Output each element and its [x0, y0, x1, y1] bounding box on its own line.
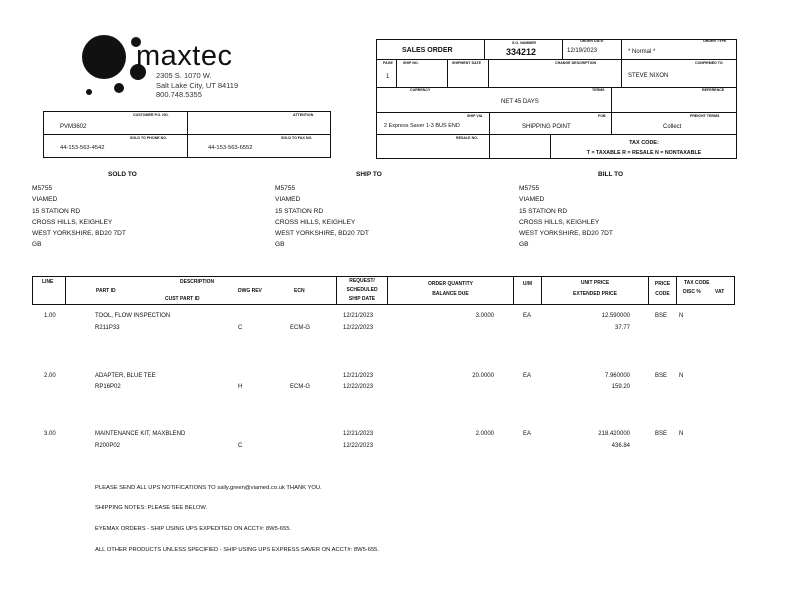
line-ext-price: 159.20: [611, 384, 630, 390]
line-request-date: 12/21/2023: [343, 431, 374, 437]
line-sched-date: 12/22/2023: [343, 384, 374, 390]
address-line: VIAMED: [519, 196, 545, 204]
page-number: 1: [386, 74, 390, 80]
ship-no-label: SHIP NO.: [403, 61, 419, 65]
company-phone: 800.748.5355: [156, 90, 202, 99]
sold-to-title: SOLD TO: [108, 171, 137, 178]
line-um: EA: [523, 373, 532, 379]
line-tax: N: [679, 313, 684, 319]
so-number-label: S.O. NUMBER: [512, 41, 536, 45]
ship-to-title: SHIP TO: [356, 171, 382, 178]
address-line: CROSS HILLS, KEIGHLEY: [32, 218, 113, 226]
line-um: EA: [523, 431, 532, 437]
sold-phone: 44-153-563-4542: [60, 145, 105, 151]
company-city: Salt Lake City, UT 84119: [156, 81, 239, 90]
ship-date-label: SHIPMENT DATE: [452, 61, 482, 65]
line-price-code: BSE: [655, 431, 668, 437]
line-number: 2.00: [44, 373, 56, 379]
ship-to-address: [275, 183, 369, 251]
ship-via: 2 Express Saver 1-3 BUS END: [384, 123, 460, 129]
address-line: VIAMED: [275, 196, 301, 204]
address-line: 15 STATION RD: [32, 207, 81, 215]
bill-to-title: BILL TO: [598, 171, 624, 178]
line-dwg-rev: H: [238, 384, 243, 390]
line-sched-date: 12/22/2023: [343, 443, 374, 449]
line-tax: N: [679, 373, 684, 379]
address-line: 15 STATION RD: [275, 207, 324, 215]
freight-terms: Collect: [663, 124, 682, 130]
line-um: EA: [523, 313, 532, 319]
change-desc-label: CHANGE DESCRIPTION: [555, 61, 597, 65]
col-um: U/M: [522, 281, 533, 287]
address-line: CROSS HILLS, KEIGHLEY: [275, 218, 356, 226]
reference-label: REFERENCE: [702, 88, 725, 92]
order-date-label: ORDER DATE: [580, 39, 604, 43]
col-part-id: PART ID: [96, 288, 116, 294]
sold-phone-label: SOLD TO PHONE NO.: [130, 136, 168, 140]
note-line: PLEASE SEND ALL UPS NOTIFICATIONS TO sally.green@viamed.co.uk THANK YOU.: [95, 485, 322, 491]
confirmed-to: STEVE NIXON: [628, 73, 669, 79]
line-unit-price: 7.960000: [604, 373, 630, 379]
order-type: * Normal *: [628, 49, 656, 55]
line-dwg-rev: C: [238, 325, 243, 331]
line-part-id: RP16P02: [95, 384, 121, 390]
customer-po: PVM3602: [60, 124, 87, 130]
order-date: 12/19/2023: [567, 48, 598, 54]
col-balance-due: BALANCE DUE: [432, 291, 469, 297]
address-line: CROSS HILLS, KEIGHLEY: [519, 218, 600, 226]
terms-label: TERMS: [592, 88, 605, 92]
col-request-2: SCHEDULED: [346, 287, 378, 293]
line-number: 3.00: [44, 431, 56, 437]
sold-fax-label: SOLD TO FAX NO.: [281, 136, 313, 140]
line-ecn: ECM-G: [290, 325, 310, 331]
bill-to-address: [519, 183, 613, 251]
line-part-id: R200P02: [95, 443, 121, 449]
address-line: WEST YORKSHIRE, BD20 7DT: [275, 230, 369, 238]
address-line: GB: [275, 241, 285, 249]
fob: SHIPPING POINT: [522, 124, 571, 130]
address-line: GB: [32, 241, 42, 249]
line-request-date: 12/21/2023: [343, 373, 374, 379]
line-description: TOOL, FLOW INSPECTION: [95, 313, 171, 319]
line-qty: 3.0000: [475, 313, 494, 319]
line-price-code: BSE: [655, 373, 668, 379]
currency-label: CURRENCY: [410, 88, 431, 92]
freight-label: FREIGHT TERMS: [690, 114, 720, 118]
line-description: ADAPTER, BLUE TEE: [95, 373, 156, 379]
company-street: 2305 S. 1070 W.: [156, 71, 212, 80]
col-line: LINE: [42, 279, 54, 285]
confirmed-label: CONFIRMED TO: [695, 61, 723, 65]
col-description: DESCRIPTION: [180, 279, 215, 285]
note-line: ALL OTHER PRODUCTS UNLESS SPECIFIED - SHIP USING UPS EXPRESS SAVER ON ACCT#: 8W5-655.: [95, 547, 380, 553]
doc-type-title: SALES ORDER: [402, 47, 453, 54]
col-dwg-rev: DWG REV: [238, 288, 262, 294]
col-request-1: REQUEST/: [349, 278, 375, 284]
attention-label: ATTENTION: [293, 113, 314, 117]
line-part-id: R211P33: [95, 325, 120, 331]
line-sched-date: 12/22/2023: [343, 325, 374, 331]
fob-label: FOB: [598, 114, 606, 118]
col-vat: VAT: [715, 289, 725, 295]
sold-to-address: [32, 183, 126, 251]
note-line: SHIPPING NOTES: PLEASE SEE BELOW.: [95, 505, 208, 511]
logo-wordmark: maxtec: [136, 40, 233, 72]
so-number: 334212: [506, 47, 537, 57]
line-ext-price: 436.84: [611, 443, 630, 449]
page-label: PAGE: [383, 61, 393, 65]
address-line: WEST YORKSHIRE, BD20 7DT: [519, 230, 613, 238]
tax-code-legend: T = TAXABLE R = RESALE N = NONTAXABLE: [586, 150, 702, 156]
col-cust-part-id: CUST PART ID: [165, 296, 200, 302]
address-line: WEST YORKSHIRE, BD20 7DT: [32, 230, 126, 238]
col-request-3: SHIP DATE: [348, 296, 376, 302]
line-qty: 20.0000: [472, 373, 494, 379]
line-qty: 2.0000: [475, 431, 494, 437]
terms: NET 45 DAYS: [501, 99, 539, 105]
line-ext-price: 37.77: [614, 325, 630, 331]
line-tax: N: [679, 431, 684, 437]
col-ecn: ECN: [294, 288, 305, 294]
col-unit-price: UNIT PRICE: [580, 280, 610, 286]
customer-po-label: CUSTOMER P.O. NO.: [133, 113, 169, 117]
line-request-date: 12/21/2023: [343, 313, 374, 319]
line-unit-price: 12.590000: [601, 313, 630, 319]
address-line: GB: [519, 241, 529, 249]
company-logo: [62, 30, 276, 110]
resale-label: RESALE NO.: [456, 136, 478, 140]
col-disc: DISC %: [683, 289, 701, 295]
sold-fax: 44-153-563-6552: [208, 145, 253, 151]
line-unit-price: 218.420000: [598, 431, 630, 437]
line-number: 1.00: [44, 313, 56, 319]
address-line: VIAMED: [32, 196, 58, 204]
address-line: M5755: [519, 185, 540, 192]
tax-code-title: TAX CODE:: [629, 140, 659, 146]
col-price-code-1: PRICE: [654, 281, 671, 287]
address-line: 15 STATION RD: [519, 207, 568, 215]
line-description: MAINTENANCE KIT, MAXBLEND: [95, 431, 186, 437]
col-tax-code: TAX CODE: [684, 280, 710, 286]
col-price-code-2: CODE: [655, 291, 670, 297]
line-price-code: BSE: [655, 313, 668, 319]
col-extended-price: EXTENDED PRICE: [573, 291, 617, 297]
note-line: EYEMAX ORDERS - SHIP USING UPS EXPEDITED ON ACCT#: 8W5-655.: [95, 526, 292, 532]
address-line: M5755: [32, 185, 53, 192]
ship-via-label: SHIP VIA: [467, 114, 483, 118]
col-order-qty: ORDER QUANTITY: [428, 281, 473, 287]
line-ecn: ECM-G: [290, 384, 310, 390]
line-dwg-rev: C: [238, 443, 243, 449]
address-line: M5755: [275, 185, 296, 192]
order-type-label: ORDER TYPE: [703, 39, 727, 43]
